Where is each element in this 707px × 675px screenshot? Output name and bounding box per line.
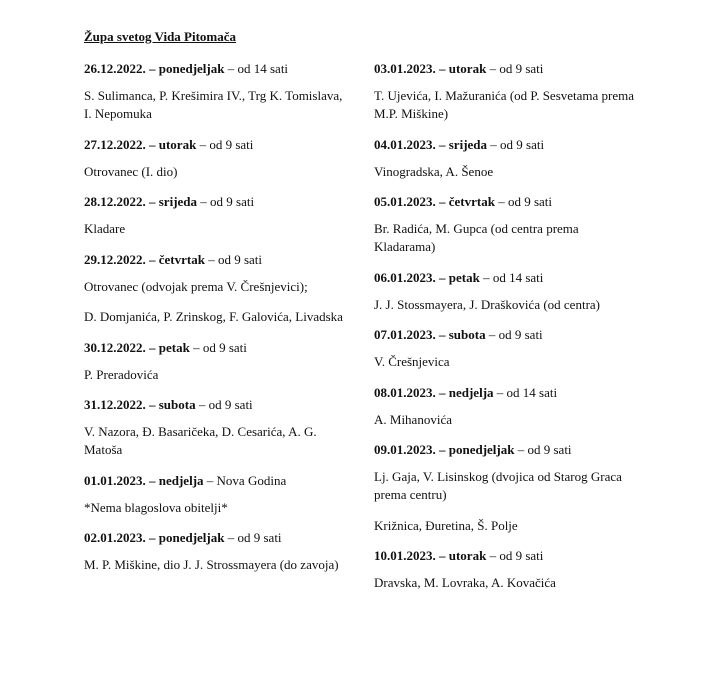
entry-day: ponedjeljak	[158, 530, 225, 545]
entry-header	[374, 193, 642, 211]
entry-streets: Br. Radića, M. Gupca (od centra prema Kladarama)	[374, 221, 579, 254]
entry-streets: Otrovanec (I. dio)	[84, 163, 178, 179]
entry-streets: *Nema blagoslova obitelji*	[84, 499, 228, 515]
entry-header	[374, 60, 642, 78]
entry-header	[84, 529, 352, 547]
entry-day: utorak	[448, 61, 487, 76]
entry-time: – od 9 sati	[487, 136, 545, 152]
schedule-column-left	[84, 60, 352, 587]
entry-date: 30.12.2022.	[84, 339, 146, 355]
entry-header	[374, 547, 642, 565]
entry-date: 27.12.2022.	[84, 136, 146, 152]
entry-streets: P. Preradovića	[84, 366, 159, 382]
entry-day: nedjelja	[448, 384, 494, 400]
entry-time: – od 9 sati	[197, 194, 255, 209]
entry-separator: –	[435, 61, 449, 76]
entry-separator: –	[435, 327, 449, 342]
entry-time: – od 9 sati	[486, 61, 544, 76]
entry-separator: –	[435, 442, 449, 457]
entry-time: – Nova Godina	[203, 472, 287, 488]
entry-header	[84, 136, 352, 154]
entry-day: ponedjeljak	[158, 61, 225, 76]
entry-date: 10.01.2023.	[374, 548, 436, 563]
entry-separator: –	[435, 548, 449, 563]
entry-time: – od 14 sati	[493, 384, 558, 400]
entry-header	[84, 60, 352, 78]
entry-date: 08.01.2023.	[374, 384, 436, 400]
entry-streets: Vinogradska, A. Šenoe	[374, 163, 494, 179]
schedule-column-right	[374, 60, 642, 605]
entry-date: 28.12.2022.	[84, 194, 146, 209]
entry-day: utorak	[448, 548, 487, 563]
entry-streets: Lj. Gaja, V. Lisinskog (dvojica od Starog Graca prema centru)	[374, 469, 622, 502]
entry-streets: Dravska, M. Lovraka, A. Kovačića	[374, 575, 556, 590]
entry-separator: –	[435, 136, 449, 152]
entry-streets: S. Sulimanca, P. Krešimira IV., Trg K. Tomislava, I. Nepomuka	[84, 88, 343, 121]
entry-day: utorak	[158, 136, 197, 152]
entry-header	[374, 136, 642, 154]
entry-time: – od 14 sati	[479, 269, 544, 285]
entry-separator: –	[145, 194, 159, 209]
entry-streets: T. Ujevića, I. Mažuranića (od P. Sesvetama prema M.P. Miškine)	[374, 88, 635, 121]
entry-separator: –	[435, 269, 449, 285]
entry-separator: –	[145, 472, 159, 488]
entry-header	[84, 251, 352, 269]
entry-date: 29.12.2022.	[84, 251, 146, 267]
entry-day: ponedjeljak	[448, 442, 515, 457]
entry-date: 04.01.2023.	[374, 136, 436, 152]
entry-header	[84, 472, 352, 490]
entry-day: srijeda	[158, 194, 198, 209]
entry-separator: –	[145, 251, 159, 267]
entry-separator: –	[145, 397, 159, 412]
entry-time: – od 9 sati	[204, 251, 263, 267]
entry-date: 26.12.2022.	[84, 61, 146, 76]
entry-time: – od 9 sati	[486, 548, 544, 563]
entry-day: srijeda	[448, 136, 488, 152]
entry-streets: Kladare	[84, 221, 126, 236]
entry-separator: –	[145, 136, 159, 152]
entry-day: petak	[158, 339, 190, 355]
entry-header	[84, 339, 352, 357]
entry-streets: A. Mihanovića	[374, 411, 452, 427]
entry-date: 06.01.2023.	[374, 269, 436, 285]
entry-streets: M. P. Miškine, dio J. J. Strossmayera (do zavoja)	[84, 557, 339, 572]
entry-date: 31.12.2022.	[84, 397, 146, 412]
entry-day: subota	[448, 327, 486, 342]
entry-time: – od 9 sati	[195, 397, 253, 412]
entry-header	[374, 269, 642, 287]
entry-day: subota	[158, 397, 196, 412]
entry-time: – od 9 sati	[494, 194, 553, 209]
document-title: Župa svetog Vida Pitomača	[84, 29, 237, 44]
entry-time: – od 9 sati	[189, 339, 247, 355]
entry-time: – od 9 sati	[224, 530, 282, 545]
entry-time: – od 14 sati	[224, 61, 289, 76]
entry-separator: –	[145, 61, 159, 76]
entry-streets: V. Nazora, Đ. Basaričeka, D. Cesarića, A. G. Matoša	[84, 424, 317, 457]
entry-date: 03.01.2023.	[374, 61, 436, 76]
entry-separator: –	[435, 194, 449, 209]
entry-streets: D. Domjanića, P. Zrinskog, F. Galovića, Livadska	[84, 309, 343, 324]
entry-streets: Otrovanec (odvojak prema V. Črešnjevici);	[84, 278, 308, 294]
entry-date: 05.01.2023.	[374, 194, 436, 209]
entry-streets: V. Črešnjevica	[374, 354, 450, 369]
entry-header	[374, 326, 642, 344]
entry-day: četvrtak	[158, 251, 205, 267]
entry-separator: –	[145, 339, 159, 355]
entry-day: nedjelja	[158, 472, 204, 488]
entry-streets: Križnica, Đuretina, Š. Polje	[374, 517, 518, 533]
entry-date: 07.01.2023.	[374, 327, 436, 342]
entry-time: – od 9 sati	[514, 442, 572, 457]
entry-header	[374, 384, 642, 402]
entry-date: 09.01.2023.	[374, 442, 436, 457]
entry-day: petak	[448, 269, 480, 285]
entry-separator: –	[145, 530, 159, 545]
entry-time: – od 9 sati	[485, 327, 543, 342]
entry-time: – od 9 sati	[196, 136, 254, 152]
entry-date: 02.01.2023.	[84, 530, 146, 545]
entry-day: četvrtak	[448, 194, 495, 209]
entry-separator: –	[435, 384, 449, 400]
entry-streets: J. J. Stossmayera, J. Draškovića (od centra)	[374, 296, 600, 312]
entry-header	[84, 193, 352, 211]
entry-header	[84, 396, 352, 414]
entry-date: 01.01.2023.	[84, 472, 146, 488]
entry-header	[374, 441, 642, 459]
